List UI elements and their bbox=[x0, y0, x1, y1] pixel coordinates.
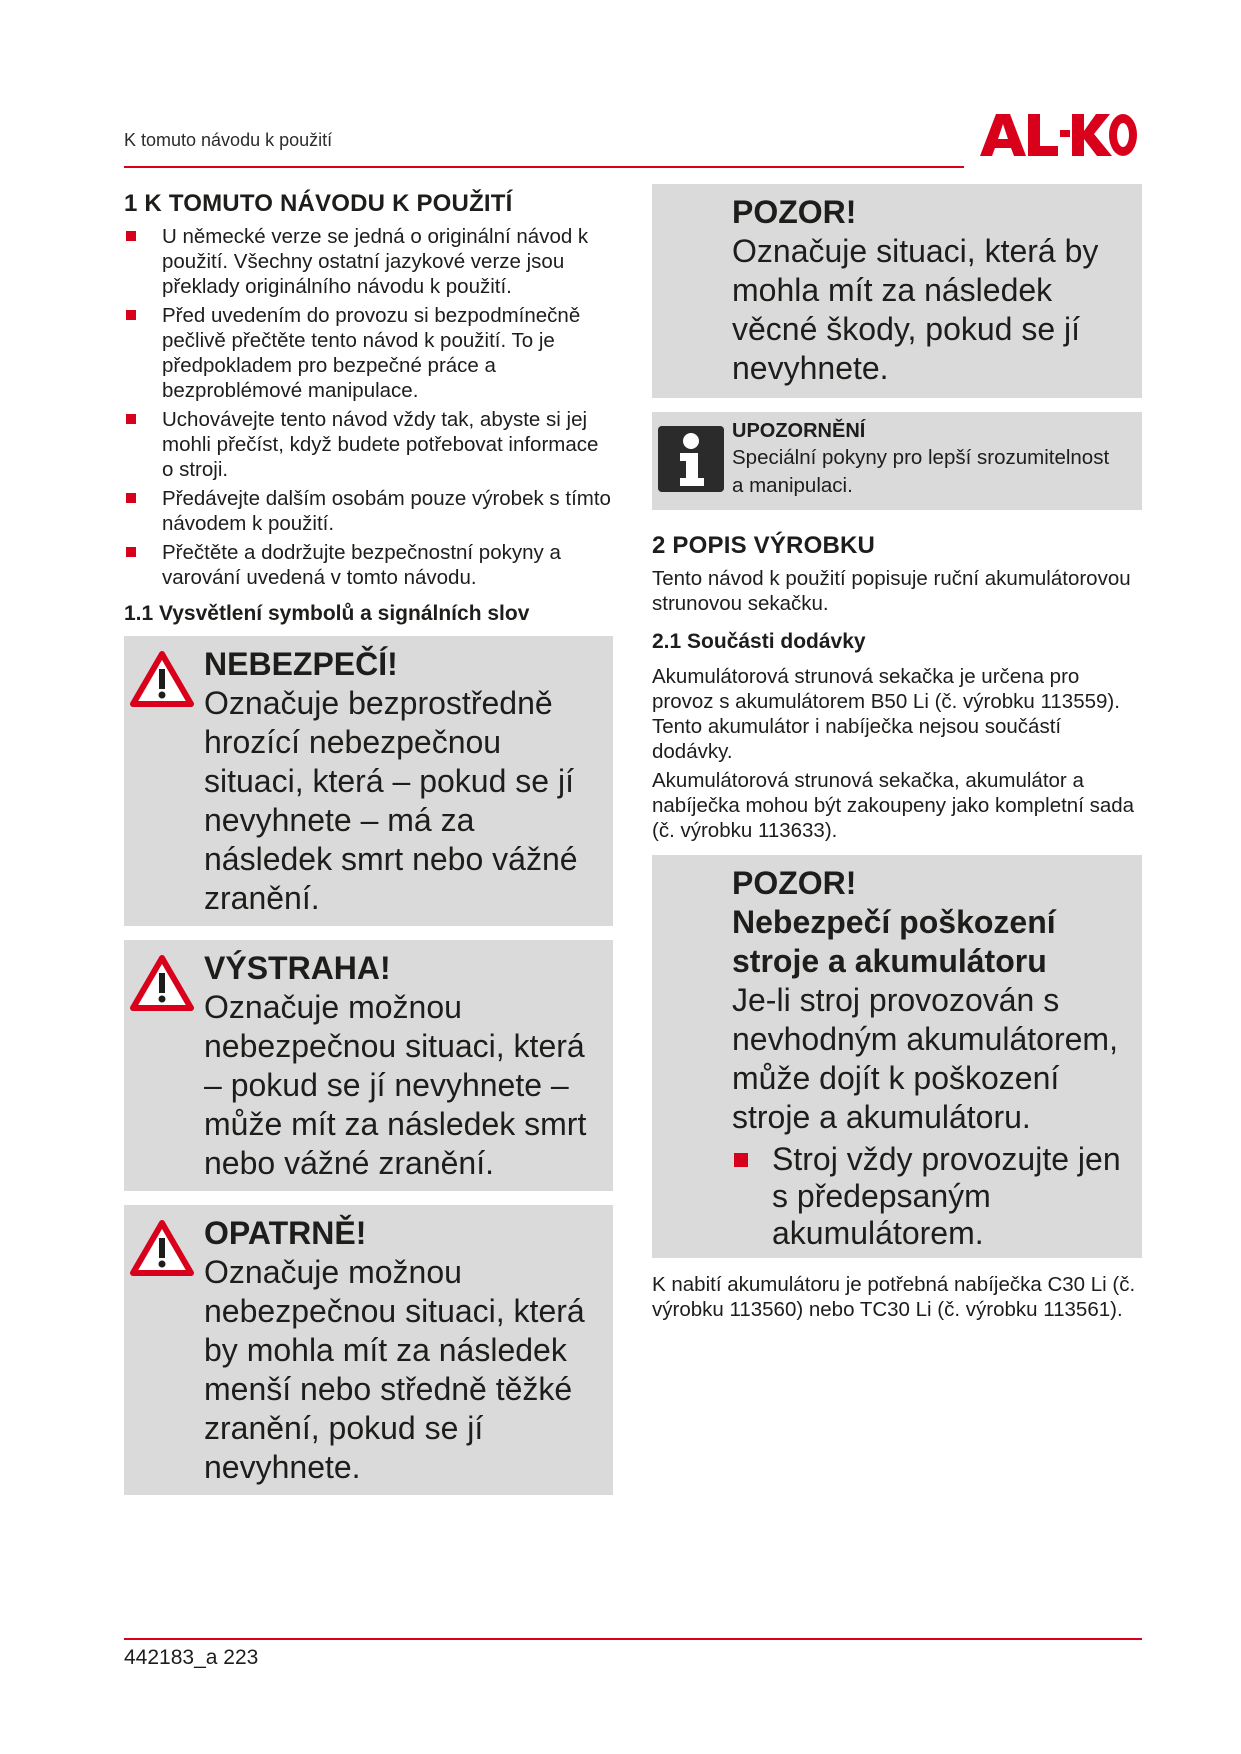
bullet-text: Předávejte dalším osobám pouze výrobek s tímto návodem k použití. bbox=[162, 487, 611, 535]
bullet-square-icon bbox=[126, 493, 136, 503]
danger-box bbox=[124, 636, 613, 926]
charger-text: K nabití akumulátoru je potřebná nabíječka C30 Li (č. výrobku 113560) nebo TC30 Li (č. výrobku 113561). bbox=[652, 1273, 1136, 1321]
list-item bbox=[732, 1141, 1122, 1252]
bullet-text: U německé verze se jedná o originální návod k použití. Všechny ostatní jazykové verze jsou překlady originálního návodu k použití. bbox=[162, 225, 589, 298]
notice-title: POZOR! bbox=[732, 194, 857, 230]
bullet-square-icon bbox=[734, 1153, 748, 1167]
caution-title: OPATRNĚ! bbox=[204, 1215, 367, 1251]
list-item bbox=[124, 303, 613, 403]
subsection-title-1-1: 1.1 Vysvětlení symbolů a signálních slov bbox=[124, 602, 530, 625]
delivery-paragraph-1: Akumulátorová strunová sekačka je určena pro provoz s akumulátorem B50 Li (č. výrobku 113559). Tento akumulátor i nabíječka nejsou součástí dodávky. bbox=[652, 665, 1120, 763]
list-item bbox=[124, 407, 613, 482]
bullet-square-icon bbox=[126, 231, 136, 241]
right-column bbox=[652, 184, 1142, 1326]
warning-triangle-icon bbox=[130, 650, 194, 708]
damage-caution-title: POZOR! bbox=[732, 865, 857, 901]
notice-box bbox=[652, 184, 1142, 398]
danger-title: NEBEZPEČÍ! bbox=[204, 646, 398, 682]
warning-triangle-icon bbox=[130, 954, 194, 1012]
section-2-text: Tento návod k použití popisuje ruční akumulátorovou strunovou sekačku. bbox=[652, 567, 1131, 615]
bullet-text: Přečtěte a dodržujte bezpečnostní pokyny a varování uvedená v tomto návodu. bbox=[162, 541, 561, 589]
list-item bbox=[124, 486, 613, 536]
bullet-text: Uchovávejte tento návod vždy tak, abyste si jej mohli přečíst, když budete potřebovat informace o stroji. bbox=[162, 408, 599, 481]
left-column bbox=[124, 184, 613, 1509]
info-title: UPOZORNĚNÍ bbox=[732, 420, 866, 442]
header-rule bbox=[124, 166, 964, 168]
list-item bbox=[124, 224, 613, 299]
bullet-text: Před uvedením do provozu si bezpodmínečně pečlivě přečtěte tento návod k použití. To je předpokladem pro bezpečné práce a bezproblémové manipulace. bbox=[162, 304, 581, 402]
delivery-paragraph-2: Akumulátorová strunová sekačka, akumulátor a nabíječka mohou být zakoupeny jako kompletní sada (č. výrobku 113633). bbox=[652, 769, 1135, 842]
alko-logo bbox=[978, 110, 1138, 160]
info-text: Speciální pokyny pro lepší srozumitelnost a manipulaci. bbox=[732, 446, 1110, 497]
damage-caution-subtitle: Nebezpečí poškození stroje a akumulátoru bbox=[732, 904, 1056, 979]
bullet-square-icon bbox=[126, 547, 136, 557]
notice-text: Označuje situaci, která by mohla mít za následek věcné škody, pokud se jí nevyhnete. bbox=[732, 233, 1099, 386]
caution-text: Označuje možnou nebezpečnou situaci, která by mohla mít za následek menší nebo středně těžké zranění, pokud se jí nevyhnete. bbox=[204, 1254, 585, 1485]
bullet-square-icon bbox=[126, 310, 136, 320]
list-item bbox=[124, 540, 613, 590]
section-title-2: 2 POPIS VÝROBKU bbox=[652, 532, 876, 559]
subsection-title-2-1: 2.1 Součásti dodávky bbox=[652, 630, 866, 653]
header-title: K tomuto návodu k použití bbox=[124, 130, 333, 150]
warning-box bbox=[124, 940, 613, 1191]
footer-page-number: 442183_a 223 bbox=[124, 1646, 259, 1669]
damage-caution-text: Je-li stroj provozován s nevhodným akumulátorem, může dojít k poškození stroje a akumulátoru. bbox=[732, 982, 1118, 1135]
bullet-text: Stroj vždy provozujte jen s předepsaným akumulátorem. bbox=[772, 1141, 1121, 1251]
warning-text: Označuje možnou nebezpečnou situaci, která – pokud se jí nevyhnete – může mít za následek smrt nebo vážné zranění. bbox=[204, 989, 587, 1181]
info-icon bbox=[658, 426, 724, 492]
warning-triangle-icon bbox=[130, 1219, 194, 1277]
damage-caution-box bbox=[652, 855, 1142, 1258]
intro-bullet-list bbox=[124, 224, 613, 590]
caution-box bbox=[124, 1205, 613, 1495]
warning-title: VÝSTRAHA! bbox=[204, 950, 391, 986]
info-box bbox=[652, 412, 1142, 510]
section-title-1: 1 K TOMUTO NÁVODU K POUŽITÍ bbox=[124, 190, 513, 217]
bullet-square-icon bbox=[126, 414, 136, 424]
footer-rule bbox=[124, 1638, 1142, 1640]
danger-text: Označuje bezprostředně hrozící nebezpečnou situaci, která – pokud se jí nevyhnete – má za následek smrt nebo vážné zranění. bbox=[204, 685, 578, 916]
